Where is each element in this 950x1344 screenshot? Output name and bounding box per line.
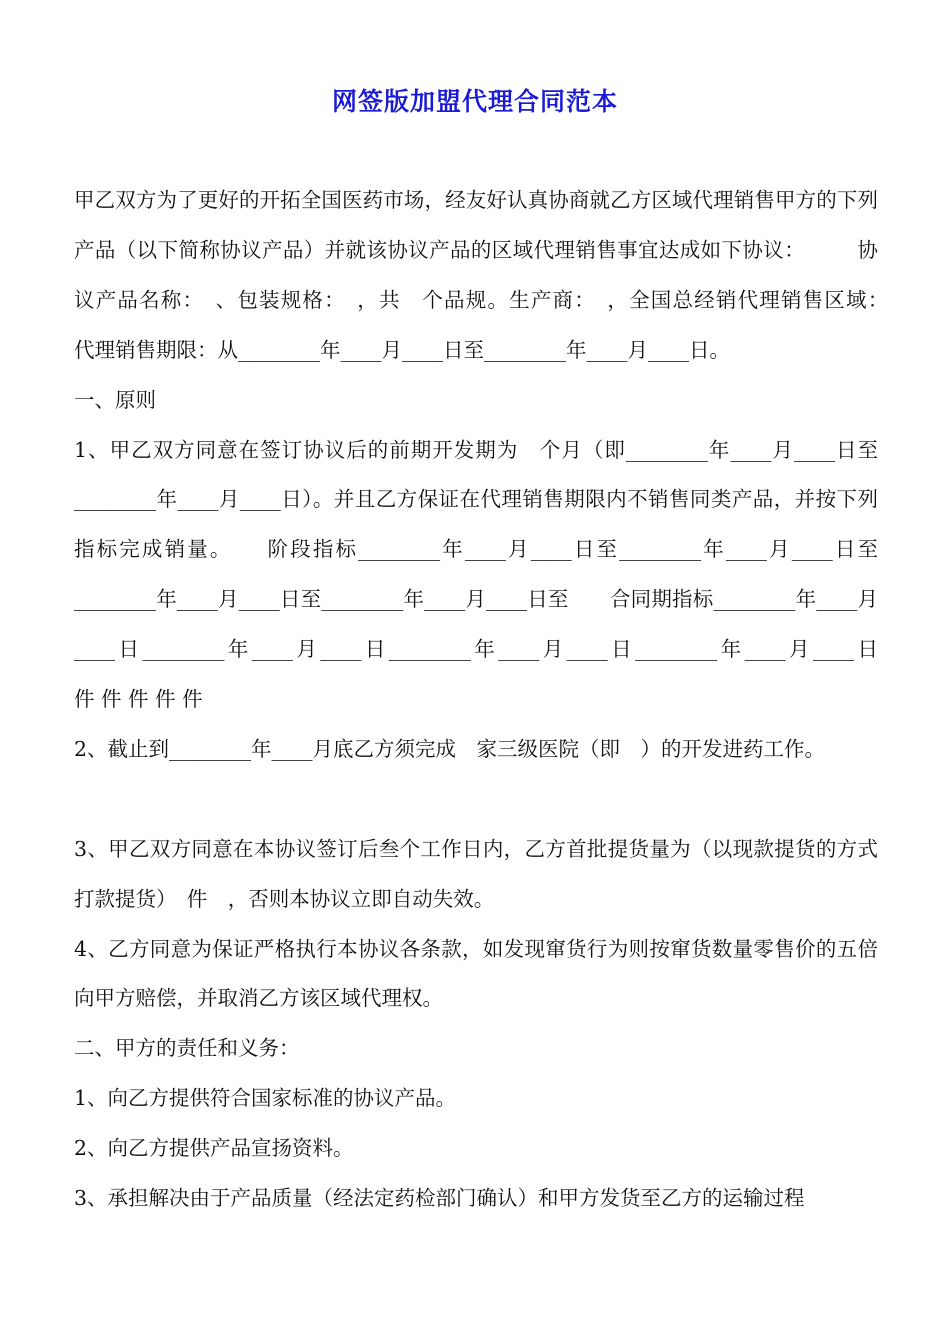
section-heading-principles: 一、原则 xyxy=(74,387,156,412)
clause-1-development-period: 1、甲乙双方同意在签订协议后的前期开发期为 个月（即________年____月____日至________年____月____日）。并且乙方保证在代理销售期限内不销售同类产品，并按下列指标完成销量。 阶段指标________年____月____日至________年____月____日至________年____月____日至________年____月____日至 合同期指标________年____月____日________年____月____日________年____月____日________年____月____日 件 件 件 件 件 xyxy=(74,437,926,712)
document-title: 网签版加盟代理合同范本 xyxy=(331,87,618,116)
duty-2-promotional-materials: 2、向乙方提供产品宣扬资料。 xyxy=(74,1136,354,1161)
section-heading-party-a-duties: 二、甲方的责任和义务： xyxy=(74,1036,300,1061)
clause-2-hospital-development: 2、截止到________年____月底乙方须完成 家三级医院（即 ）的开发进药工作。 xyxy=(74,736,826,761)
duty-3-quality-liability: 3、承担解决由于产品质量（经法定药检部门确认）和甲方发货至乙方的运输过程 xyxy=(74,1186,805,1211)
intro-paragraph: 甲乙双方为了更好的开拓全国医药市场，经友好认真协商就乙方区域代理销售甲方的下列产品（以下简称协议产品）并就该协议产品的区域代理销售事宜达成如下协议： 协议产品名称： 、包装规格： ，共 个品规。生产商： ，全国总经销代理销售区域： 代理销售期限：从________年____月____日至________年____月____日。 xyxy=(74,188,940,362)
duty-1-qualified-products: 1、向乙方提供符合国家标准的协议产品。 xyxy=(74,1086,457,1111)
clause-3-first-order: 3、甲乙双方同意在本协议签订后叁个工作日内，乙方首批提货量为（以现款提货的方式打款提货） 件 ，否则本协议立即自动失效。 xyxy=(74,836,878,911)
document-body xyxy=(74,176,940,1224)
clause-4-cross-selling-penalty: 4、乙方同意为保证严格执行本协议各条款，如发现窜货行为则按窜货数量零售价的五倍向甲方赔偿，并取消乙方该区域代理权。 xyxy=(74,936,878,1011)
